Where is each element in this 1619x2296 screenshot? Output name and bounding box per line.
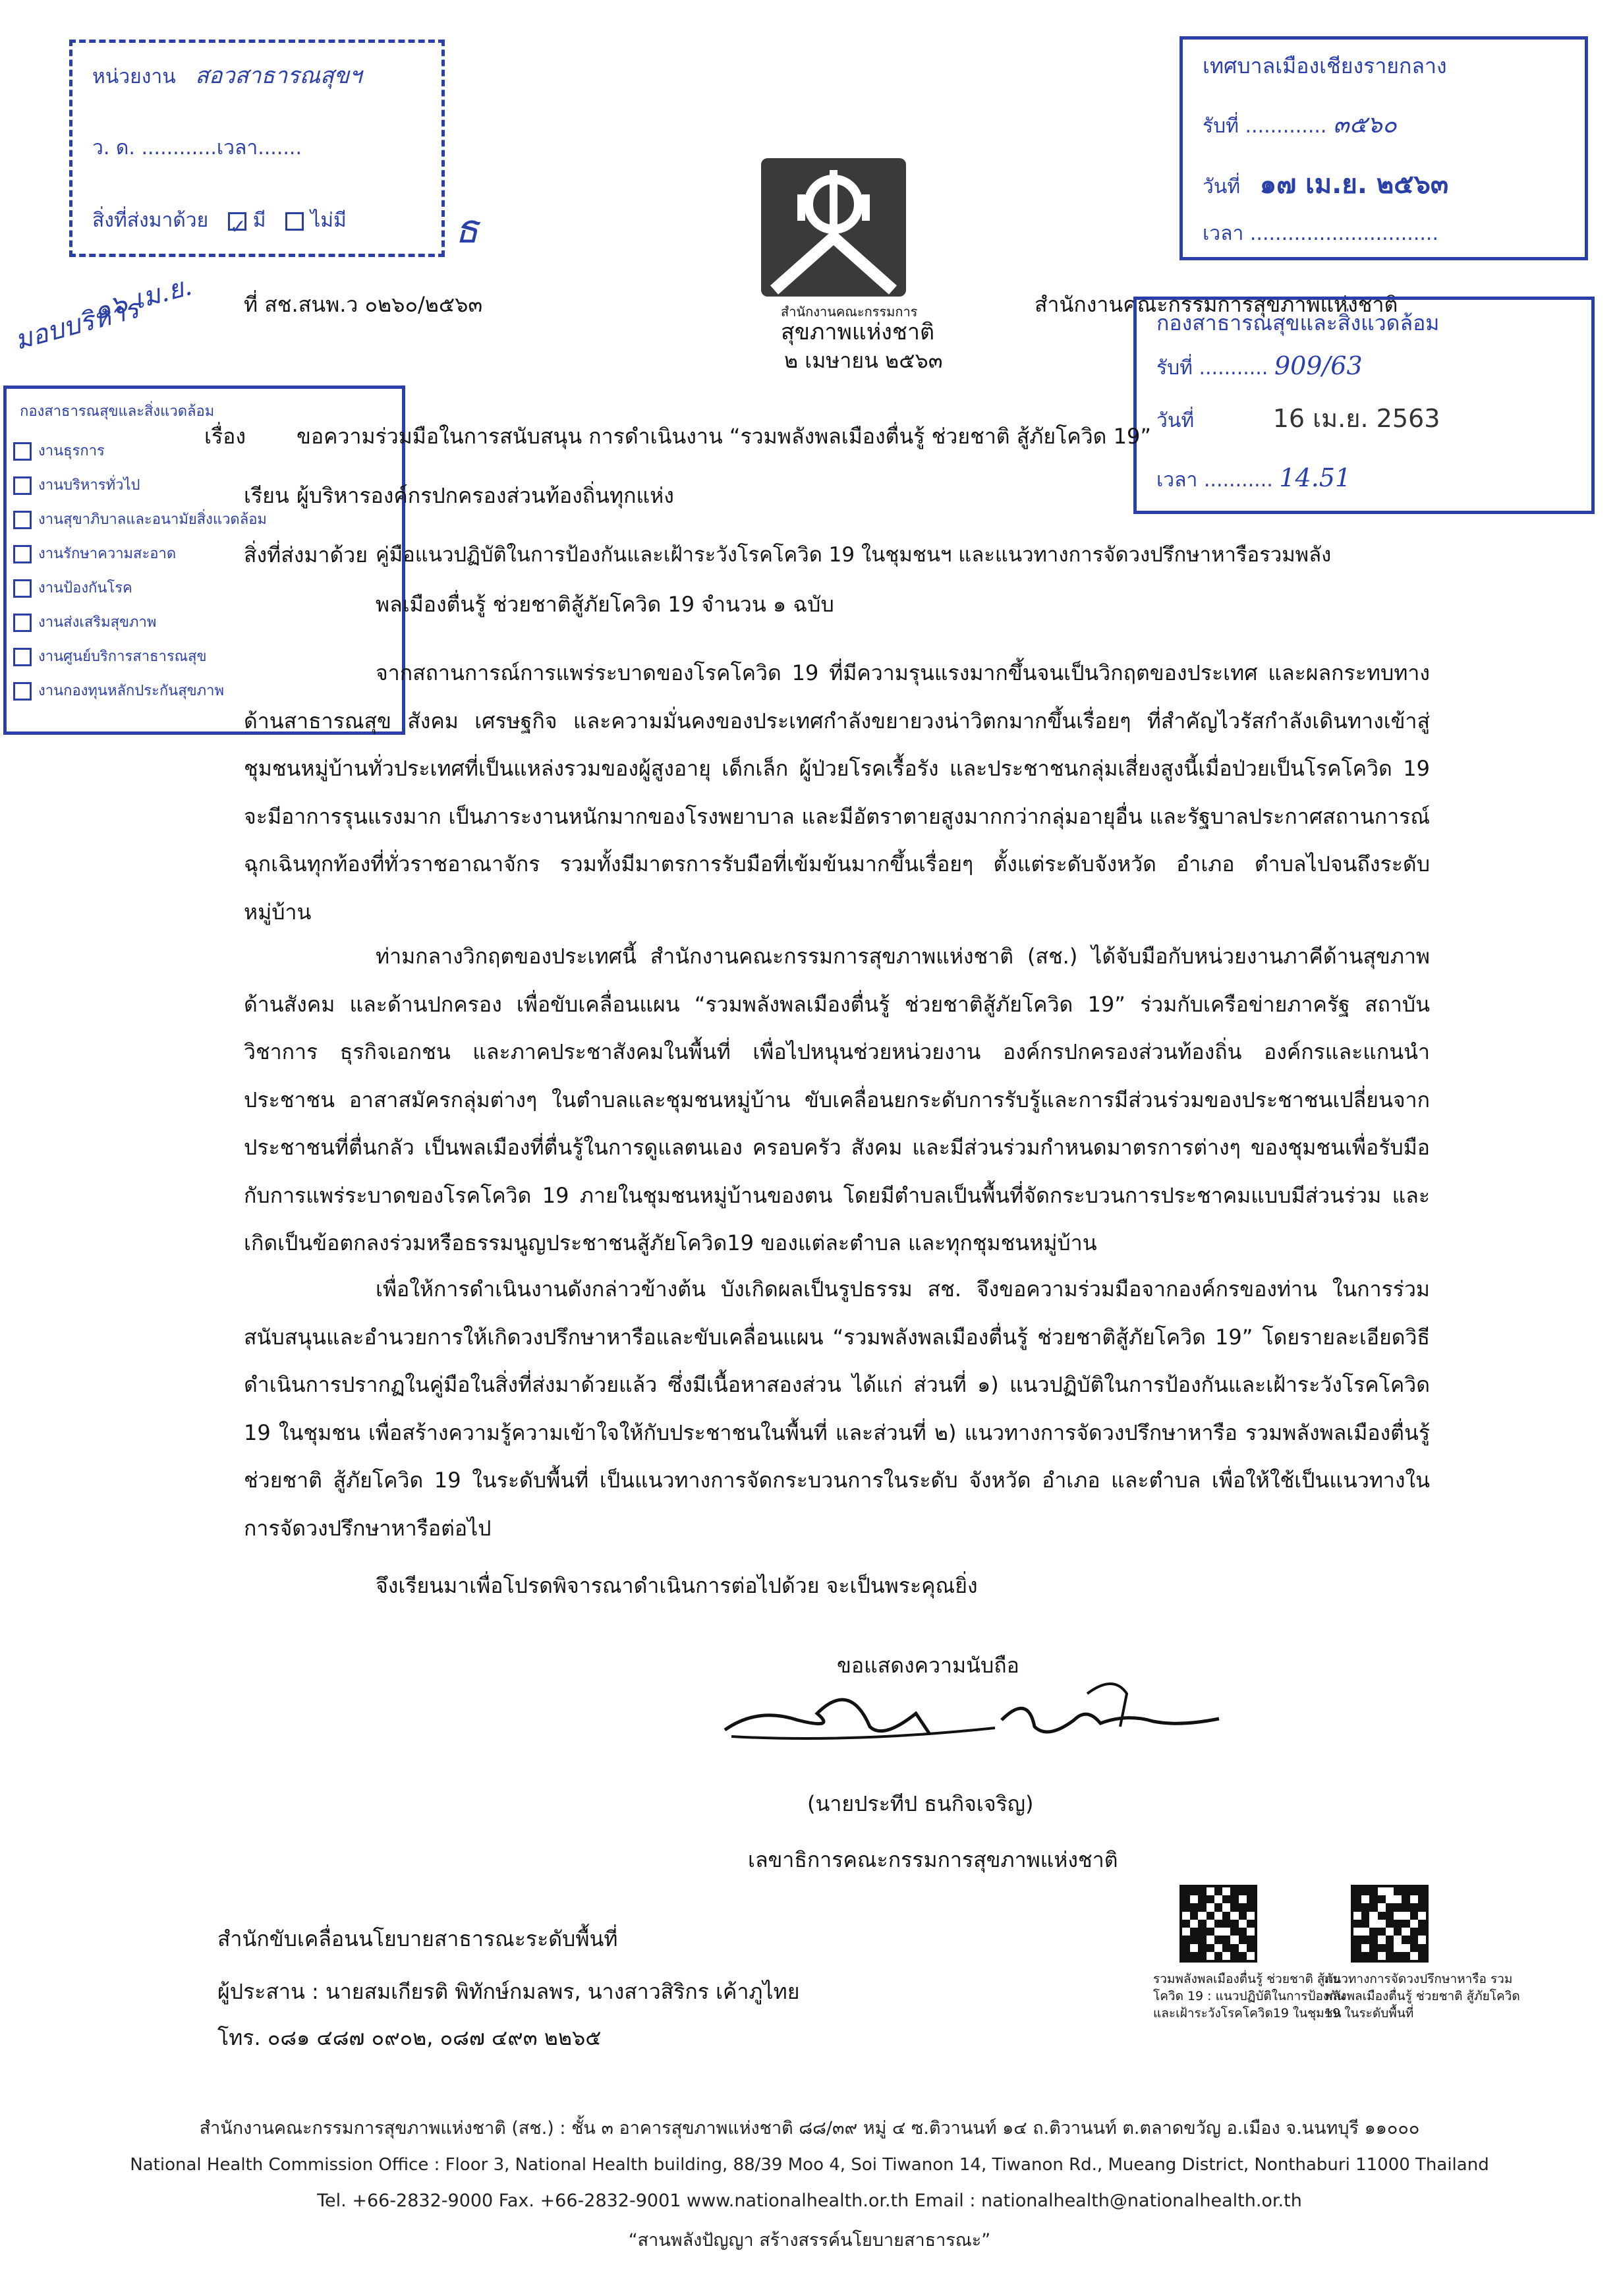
checkbox-icon xyxy=(13,545,32,563)
letter-date: ๒ เมษายน ๒๕๖๓ xyxy=(784,348,943,373)
qr-left-caption-1: รวมพลังพลเมืองตื่นรู้ ช่วยชาติ สู้ภัย xyxy=(1153,1972,1341,1986)
stamp-date-time-line: ว. ด. ............เวลา....... xyxy=(92,136,302,159)
checkbox-yes-icon: ✓ xyxy=(228,212,246,231)
logo-caption: สุขภาพแห่งชาติ xyxy=(781,319,935,345)
stamp-top-title: เทศบาลเมืองเชียงรายกลาง xyxy=(1203,53,1447,78)
signature-greeting: ขอแสดงความนับถือ xyxy=(837,1653,1019,1678)
qr-code-guideline-icon xyxy=(1179,1885,1257,1963)
logo-caption-small: สำนักงานคณะกรรมการ xyxy=(781,304,918,320)
checkbox-icon xyxy=(13,614,32,632)
logo-mark-icon xyxy=(761,158,906,297)
closing-sentence: จึงเรียนมาเพื่อโปรดพิจารณาดำเนินการต่อไปด้วย จะเป็นพระคุณยิ่ง xyxy=(376,1573,978,1598)
handwritten-note-1: มอบบริหาร xyxy=(11,293,142,357)
stamp-top-no-value: ๓๕๖๐ xyxy=(1333,111,1397,138)
stamp-mid-no-value: 909/63 xyxy=(1274,351,1363,380)
routing-item: งานบริหารทั่วไป xyxy=(38,477,140,494)
contact-phone: โทร. ๐๘๑ ๔๘๗ ๐๙๐๒, ๐๘๗ ๔๙๓ ๒๒๖๕ xyxy=(217,2025,602,2050)
signatory-position: เลขาธิการคณะกรรมการสุขภาพแห่งชาติ xyxy=(748,1847,1118,1872)
checkbox-icon xyxy=(13,511,32,529)
option-no: ไม่มี xyxy=(310,209,347,232)
stamp-top-date-value: ๑๗ เม.ย. ๒๕๖๓ xyxy=(1259,169,1449,200)
stamp-mid-title: กองสาธารณสุขและสิ่งแวดล้อม xyxy=(1156,310,1440,335)
routing-item: งานป้องกันโรค xyxy=(38,580,132,596)
stamp-top-date-label: วันที่ xyxy=(1203,175,1241,198)
stamp-attachment-label: สิ่งที่ส่งมาด้วย xyxy=(92,209,209,232)
routing-item: งานส่งเสริมสุขภาพ xyxy=(38,614,157,631)
stamp-agency-value: สอวสาธารณสุขฯ xyxy=(195,63,362,89)
checkbox-icon xyxy=(13,682,32,701)
receive-stamp-right-mid: กองสาธารณสุขและสิ่งแวดล้อม รับที่ ........... 909/63 วันที่ 16 เม.ย. 2563 เวลา ........... 14.51 xyxy=(1133,297,1595,514)
checkbox-icon xyxy=(13,648,32,666)
receive-stamp-right-top: เทศบาลเมืองเชียงรายกลาง รับที่ ............. ๓๕๖๐ วันที่ ๑๗ เม.ย. ๒๕๖๓ เวลา .............................. xyxy=(1179,36,1588,260)
body-paragraph-3: เพื่อให้การดำเนินงานดังกล่าวข้างต้น บังเกิดผลเป็นรูปธรรม สช. จึงขอความร่วมมือจากองค์กรของท่าน ในการร่วมสนับสนุนและอำนวยการให้เกิดวงปรึกษาหารือและขับเคลื่อนแผน “รวมพลังพลเมืองตื่นรู้ ช่วยชาติสู้ภัยโควิด 19” โดยรายละเอียดวิธีดำเนินการปรากฏในคู่มือในสิ่งที่ส่งมาด้วยแล้ว ซึ่งมีเนื้อหาสองส่วน ได้แก่ ส่วนที่ ๑) แนวปฏิบัติในการป้องกันและเฝ้าระวังโรคโควิด 19 ในชุมชน เพื่อสร้างความรู้ความเข้าใจให้กับประชาชนในพื้นที่ และส่วนที่ ๒) แนวทางการจัดวงปรึกษาหารือ รวมพลังพลเมืองตื่นรู้ ช่วยชาติ สู้ภัยโควิด 19 ในระดับพื้นที่ เป็นแนวทางการจัดกระบวนการในระดับ จังหวัด อำเภอ และตำบล เพื่อให้ใช้เป็นแนวทางในการจัดวงปรึกษาหารือต่อไป xyxy=(244,1277,1431,1541)
qr-left-caption-2: โควิด 19 : แนวปฏิบัติในการป้องกัน xyxy=(1153,1989,1346,2003)
routing-title: กองสาธารณสุขและสิ่งแวดล้อม xyxy=(20,403,215,420)
stamp-top-no-label: รับที่ xyxy=(1203,115,1239,138)
enclosure-line-2: พลเมืองตื่นรู้ ช่วยชาติสู้ภัยโควิด 19 จำนวน ๑ ฉบับ xyxy=(376,592,834,617)
stamp-mid-no-label: รับที่ xyxy=(1156,357,1193,380)
subject-label: เรื่อง xyxy=(204,424,246,449)
footer-english-address: National Health Commission Office : Floor 3, National Health building, 88/39 Moo 4, Soi Tiwanon 14, Tiwanon Rd., Mueang District, Nonthaburi 11000 Thailand xyxy=(130,2155,1489,2175)
signature-image xyxy=(718,1667,1226,1760)
routing-item: งานรักษาความสะอาด xyxy=(38,546,177,562)
stamp-mid-time-value: 14.51 xyxy=(1279,463,1351,492)
routing-item: งานสุขาภิบาลและอนามัยสิ่งแวดล้อม xyxy=(38,511,267,528)
qr-right-caption-2: พลังพลเมืองตื่นรู้ ช่วยชาติ สู้ภัยโควิด xyxy=(1324,1989,1520,2003)
recipient-label: เรียน xyxy=(244,483,289,508)
contact-coordinator: ผู้ประสาน : นายสมเกียรติ พิทักษ์กมลพร, นางสาวสิริกร เค้าภูไทย xyxy=(217,1979,800,2004)
checkbox-icon xyxy=(13,579,32,598)
checkbox-no-icon xyxy=(285,212,304,231)
signatory-name: (นายประทีป ธนกิจเจริญ) xyxy=(807,1791,1034,1816)
subject-text: ขอความร่วมมือในการสนับสนุน การดำเนินงาน “รวมพลังพลเมืองตื่นรู้ ช่วยชาติ สู้ภัยโควิด 19” xyxy=(297,424,1151,449)
footer-contact: Tel. +66-2832-9000 Fax. +66-2832-9001 www.nationalhealth.or.th Email : nationalhealth@nationalhealth.or.th xyxy=(317,2191,1302,2211)
qr-left-caption-3: และเฝ้าระวังโรคโควิด19 ในชุมชน xyxy=(1153,2006,1342,2021)
stamp-mid-date-label: วันที่ xyxy=(1156,409,1195,432)
option-yes: มี xyxy=(252,209,266,232)
reference-number: ที่ สช.สนพ.ว ๐๒๖๐/๒๕๖๓ xyxy=(244,292,483,317)
qr-code-forum-icon xyxy=(1351,1885,1429,1963)
routing-item: งานกองทุนหลักประกันสุขภาพ xyxy=(38,683,225,699)
footer-slogan: “สานพลังปัญญา สร้างสรรค์นโยบายสาธารณะ” xyxy=(628,2230,991,2251)
routing-item: งานธุรการ xyxy=(38,443,105,459)
handwritten-initial: ธ xyxy=(455,206,479,252)
checkbox-icon xyxy=(13,442,32,461)
receive-stamp-left xyxy=(69,40,445,257)
contact-office: สำนักขับเคลื่อนนโยบายสาธารณะระดับพื้นที่ xyxy=(217,1926,618,1951)
body-paragraph-1: จากสถานการณ์การแพร่ระบาดของโรคโควิด 19 ที่มีความรุนแรงมากขึ้นจนเป็นวิกฤตของประเทศ และผลกระทบทางด้านสาธารณสุข สังคม เศรษฐกิจ และความมั่นคงของประเทศกำลังขยายวงน่าวิตกมากขึ้นเรื่อยๆ ที่สำคัญไวรัสกำลังเดินทางเข้าสู่ชุมชนหมู่บ้านทั่วประเทศที่เป็นแหล่งรวมของผู้สูงอายุ เด็กเล็ก ผู้ป่วยโรคเรื้อรัง และประชาชนกลุ่มเสี่ยงสูงนี้เมื่อป่วยเป็นโรคโควิด 19 จะมีอาการรุนแรงมาก เป็นภาระงานหนักมากของโรงพยาบาล และมีอัตราตายสูงมากกว่ากลุ่มอายุอื่น และรัฐบาลประกาศสถานการณ์ฉุกเฉินทุกท้องที่ทั่วราชอาณาจักร รวมทั้งมีมาตรการรับมือที่เข้มข้นมากขึ้นเรื่อยๆ ตั้งแต่ระดับจังหวัด อำเภอ ตำบลไปจนถึงระดับหมู่บ้าน xyxy=(244,660,1430,925)
checkbox-icon xyxy=(13,476,32,495)
stamp-mid-date-value: 16 เม.ย. 2563 xyxy=(1272,404,1440,433)
recipient-text: ผู้บริหารองค์กรปกครองส่วนท้องถิ่นทุกแห่ง xyxy=(297,483,674,508)
body-paragraph-2: ท่ามกลางวิกฤตของประเทศนี้ สำนักงานคณะกรรมการสุขภาพแห่งชาติ (สช.) ได้จับมือกับหน่วยงานภาคีด้านสุขภาพ ด้านสังคม และด้านปกครอง เพื่อขับเคลื่อนแผน “รวมพลังพลเมืองตื่นรู้ ช่วยชาติสู้ภัยโควิด 19” ร่วมกับเครือข่ายภาครัฐ สถาบันวิชาการ ธุรกิจเอกชน และภาคประชาสังคมในพื้นที่ เพื่อไปหนุนช่วยหน่วยงาน องค์กรปกครองส่วนท้องถิ่น องค์กรและแกนนำประชาชน อาสาสมัครกลุ่มต่างๆ ในตำบลและชุมชนหมู่บ้าน ขับเคลื่อนยกระดับการรับรู้และการมีส่วนร่วมของประชาชนเปลี่ยนจากประชาชนที่ตื่นกลัว เป็นพลเมืองที่ตื่นรู้ในการดูแลตนเอง ครอบครัว สังคม และมีส่วนร่วมกำหนดมาตรการต่างๆ ของชุมชนเพื่อรับมือกับการแพร่ระบาดของโรคโควิด 19 ภายในชุมชนหมู่บ้านของตน โดยมีตำบลเป็นพื้นที่จัดกระบวนการประชาคมแบบมีส่วนร่วม และเกิดเป็นข้อตกลงร่วมหรือธรรมนูญประชาชนสู้ภัยโควิด19 ของแต่ละตำบล และทุกชุมชนหมู่บ้าน xyxy=(244,944,1430,1255)
routing-item: งานศูนย์บริการสาธารณสุข xyxy=(38,648,207,665)
stamp-mid-time-label: เวลา xyxy=(1156,469,1198,492)
enclosure-label: สิ่งที่ส่งมาด้วย xyxy=(244,542,368,567)
enclosure-line-1: คู่มือแนวปฏิบัติในการป้องกันและเฝ้าระวังโรคโควิด 19 ในชุมชนฯ และแนวทางการจัดวงปรึกษาหารือรวมพลัง xyxy=(376,543,1332,567)
stamp-top-time-label: เวลา xyxy=(1203,222,1244,245)
stamp-agency-label: หน่วยงาน xyxy=(92,65,176,88)
handwritten-note-2: ๑๖ เม.ย. xyxy=(90,271,196,326)
qr-right-caption-1: แนวทางการจัดวงปรึกษาหารือ รวม xyxy=(1324,1972,1513,1986)
footer-thai-address: สำนักงานคณะกรรมการสุขภาพแห่งชาติ (สช.) : ชั้น ๓ อาคารสุขภาพแห่งชาติ ๘๘/๓๙ หมู่ ๔ ซ.ติวานนท์ ๑๔ ถ.ติวานนท์ ต.ตลาดขวัญ อ.เมือง จ.นนทบุรี ๑๑๐๐๐ xyxy=(199,2118,1420,2138)
qr-right-caption-3: 19 ในระดับพื้นที่ xyxy=(1324,2006,1414,2021)
sender-office: สำนักงานคณะกรรมการสุขภาพแห่งชาติ xyxy=(1035,292,1398,317)
nhco-logo xyxy=(761,158,906,297)
